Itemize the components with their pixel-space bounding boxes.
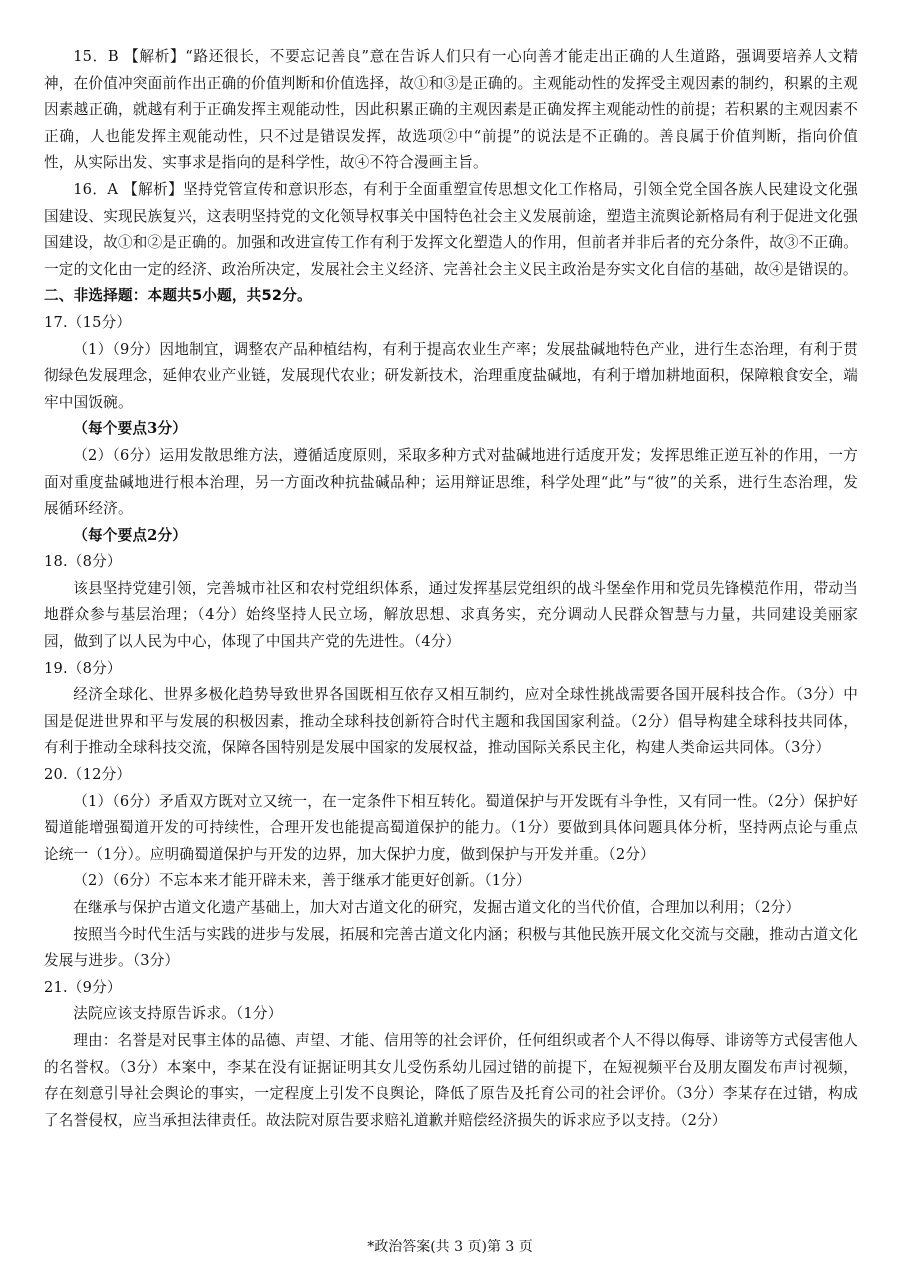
answer-20-part2: （2）（6分）不忘本来才能开辟未来，善于继承才能更好创新。（1分） <box>73 872 531 890</box>
scoring-note-17-1: （每个要点3分） <box>73 420 188 438</box>
question-20-title: 20.（12分） <box>44 766 132 784</box>
question-17-title: 17.（15分） <box>44 313 132 331</box>
section-heading-nonchoice: 二、非选择题：本题共5小题，共52分。 <box>44 287 312 305</box>
answer-16: 16．A 【解析】坚持党管宣传和意识形态，有利于全面重塑宣传思想文化工作格局，引领全党全国各族人民建设文化强国建设、实现民族复兴，这表明坚持党的文化领导权事关中国特色社会主义发展前途，塑造主流舆论新格局有利于促进文化强国建设，故①和②是正确的。加强和改进宣传工作有利于发挥文化塑造人的作用，但前者并非后者的充分条件，故③不正确。一定的文化由一定的经济、政治所决定，发展社会主义经济、完善社会主义民主政治是夯实文化自信的基础，故④是错误的。 <box>44 180 858 278</box>
answer-18: 该县坚持党建引领，完善城市社区和农村党组织体系，通过发挥基层党组织的战斗堡垒作用和党员先锋模范作用，带动当地群众参与基层治理；（4分）始终坚持人民立场，解放思想、求真务实，充分调动人民群众智慧与力量，共同建设美丽家园，做到了以人民为中心，体现了中国共产党的先进性。（4分） <box>44 579 858 651</box>
answer-19: 经济全球化、世界多极化趋势导致世界各国既相互依存又相互制约，应对全球性挑战需要各国开展科技合作。（3分）中国是促进世界和平与发展的积极因素，推动全球科技创新符合时代主题和我国国家利益。（2分）倡导构建全球科技共同体，有利于推动全球科技交流，保障各国特别是发展中国家的发展权益，推动国际关系民主化，构建人类命运共同体。（3分） <box>44 686 858 757</box>
answer-20-part1: （1）（6分）矛盾双方既对立又统一，在一定条件下相互转化。蜀道保护与开发既有斗争性，又有同一性。（2分）保护好蜀道能增强蜀道开发的可持续性，合理开发也能提高蜀道保护的能力。（1分）要做到具体问题具体分析，坚持两点论与重点论统一（1分）。应明确蜀道保护与开发的边界，加大保护力度，做到保护与开发并重。（2分） <box>44 792 858 863</box>
answer-20-part2-point1: 在继承与保护古道文化遗产基础上，加大对古道文化的研究，发掘古道文化的当代价值，合理加以利用；（2分） <box>73 899 801 916</box>
answer-15: 15．B 【解析】“路还很长，不要忘记善良”意在告诉人们只有一心向善才能走出正确的人生道路，强调要培养人文精神，在价值冲突面前作出正确的价值判断和价值选择，故①和③是正确的。主观能动性的发挥受主观因素的制约，积累的主观因素越正确，就越有利于正确发挥主观能动性，因此积累正确的主观因素是正确发挥主观能动性的前提；若积累的主观因素不正确，人也能发挥主观能动性，只不过是错误发挥，故选项②中“前提”的说法是不正确的。善良属于价值判断，指向价值性，从实际出发、实事求是指向的是科学性，故④不符合漫画主旨。 <box>44 48 858 172</box>
question-19-title: 19.（8分） <box>44 659 122 677</box>
answer-21-verdict: 法院应该支持原告诉求。（1分） <box>73 1005 283 1023</box>
question-18-title: 18.（8分） <box>44 553 122 571</box>
page-footer: *政治答案(共 3 页)第 3 页 <box>367 1239 533 1255</box>
answer-17-part1: （1）（9分）因地制宜，调整农产品种植结构，有利于提高农业生产率；发展盐碱地特色产业，进行生态治理，有利于贯彻绿色发展理念，延伸农业产业链，发展现代农业；研发新技术，治理重度盐碱地，有利于增加耕地面积，保障粮食安全，端牢中国饭碗。 <box>44 340 858 411</box>
answer-17-part2: （2）（6分）运用发散思维方法，遵循适度原则，采取多种方式对盐碱地进行适度开发；发挥思维正逆互补的作用，一方面对重度盐碱地进行根本治理，另一方面改种抗盐碱品种；运用辩证思维，科学处理“此”与“彼”的关系，进行生态治理，发展循环经济。 <box>44 446 858 518</box>
question-21-title: 21.（9分） <box>44 978 122 996</box>
answer-20-part2-point2: 按照当今时代生活与实践的进步与发展，拓展和完善古道文化内涵；积极与其他民族开展文化交流与交融，推动古道文化发展与进步。（3分） <box>44 925 858 970</box>
answer-21-reason: 理由：名誉是对民事主体的品德、声望、才能、信用等的社会评价，任何组织或者个人不得以侮辱、诽谤等方式侵害他人的名誉权。（3分）本案中，李某在没有证据证明其女儿受伤系幼儿园过错的前提下，在短视频平台及朋友圈发布声讨视频，存在刻意引导社会舆论的事实，一定程度上引发不良舆论，降低了原告及托育公司的社会评价。（3分）李某存在过错，构成了名誉侵权，应当承担法律责任。故法院对原告要求赔礼道歉并赔偿经济损失的诉求应予以支持。（2分） <box>44 1031 858 1129</box>
scoring-note-17-2: （每个要点2分） <box>73 526 188 544</box>
